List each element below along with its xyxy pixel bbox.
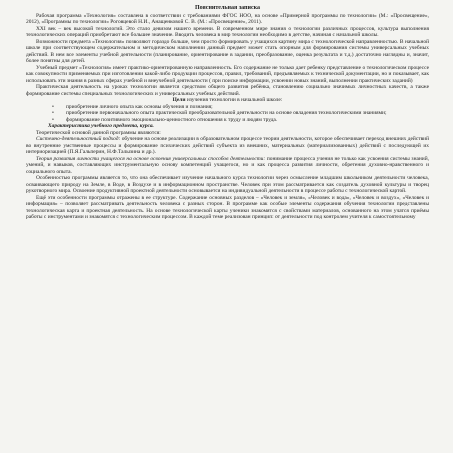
- item1-label: Системно-деятельностный подход:: [36, 136, 121, 142]
- list-item: • приобретение личного опыта как основы обучения и познания;: [66, 104, 429, 111]
- paragraph-possibilities: Возможности предмета «Технология» позволяют гораздо больше, чем просто формировать у учащихся картину мира с технологической направленностью. В начальной школе при соответствующем содержательном и методическом наполнении данный предмет может стать опорным для формирования системы универсальных учебных действий. В нем все элементы учебной деятельности (планирование, ориентирование в задании, преобразование, оценка результата и т.д.) достаточно наглядны и, значит, более понятны для детей.: [26, 38, 429, 64]
- paragraph-feature: Особенностью программы является то, что она обеспечивает изучение начального курса технологии через осмысление младшим школьником деятельности человека, осваивающего природу на Земле, в Воде, в Воздухе и в информационном пространстве. Человек при этом рассматривается как создатель духовной культуры и творец рукотворного мира. Освоение продуктивной проектной деятельности основывается на индивидуальной деятельности в процессе работы с технологической картой.: [26, 175, 429, 194]
- paragraph-intro: Рабочая программа «Технология» составлена в соответствии с требованиями ФГОС НОО, на основе «Примерной программы по технологии» (М.: «Просвещение», 2012), «Программы по технологии» Роговцевой Н.И., Анащенковой С. В. (М.: «Просвещение», 2011).: [26, 12, 429, 25]
- section-title: Характеристика учебного предмета, курса.: [48, 123, 154, 129]
- goals-label: Цели: [172, 97, 186, 103]
- paragraph-structure: Ещё эти особенности программы отражены в ее структуре. Содержание основных разделов – «Человек и земля», «Человек и вода», «Человек и воздух», «Человек и информация» – позволяет рассматривать деятельность человека с разных сторон. В программе как особые элементы содержания обучения технологии представлены технологическая карта и проектная деятельность. На основе технологической карты ученики знакомятся с свойствами материалов, основанного на этом учатся приёмы работы с инструментами и знакомятся с технологическим процессом. В каждой теме реализован принцип: от деятельности под контролем учителя к самостоятельному: [26, 194, 429, 220]
- paragraph-practice: Практическая деятельность на уроках технологии является средством общего развития ребёнка, становлению социально значимых личностных качеств, а также формирование системы специальных технологических и универсальных учебных действий.: [26, 84, 429, 97]
- paragraph-orientation: Учебный предмет «Технология» имеет практико-ориентированную направленность. Его содержание не только дает ребенку представление о технологическом процессе как совокупности применяемых при изготовлении какой-либо продукции процессов, правил, требований, предъявляемых к технической документации, но и показывает, как использовать эти знания в разных сферах учебной и внеучебной деятельности ( при поиске информации, усвоении новых знаний, выполнении практических заданий): [26, 64, 429, 84]
- goals-list: [26, 104, 429, 124]
- paragraph-century: XXI век – век высокой технологий. Это стало девизом нашего времени. В современном мире знания о технологии различных процессов, культура выполнения технологических операций приобретают все большее значение. Вводить человека в мир технологии необходимо в детстве, начиная с начальной школы.: [26, 25, 429, 38]
- page-title: Пояснительная записка: [194, 5, 260, 11]
- paragraph-system-activity: [26, 136, 429, 156]
- list-item: • приобретение первоначального опыта практической преобразовательной деятельности на основе овладения технологическими знаниями;: [66, 110, 429, 117]
- section-intro: Теоретической основой данной программы являются:: [36, 129, 161, 136]
- item2-label: Теория развития личности учащегося на основе освоения универсальных способов деятельности:: [36, 155, 266, 162]
- item2-text: понимание процесса учения не только как усвоения системы знаний, умений, и навыков, составляющих инструментальную основу компетенций учащегося, но и как процесса развития личности, обретения духовно-нравственного и социального опыта.: [26, 155, 429, 175]
- paragraph-personality-theory: [26, 156, 429, 176]
- item1-text: обучение на основе реализации в образовательном процессе теории деятельности, которое обеспечивает переход внешних действий во внутренние умственные процессы и формирование психических действий субъекта из внешних, материальных (материализованных) действий с последующей их интериоризацией (П.Я.Гальперин, Н.Ф.Талызина и др.).: [26, 136, 429, 155]
- goals-text: изучения технологии в начальной школе:: [186, 97, 283, 103]
- list-item: • формирование позитивного эмоционально-ценностного отношения к труду и людям труда.: [66, 117, 429, 124]
